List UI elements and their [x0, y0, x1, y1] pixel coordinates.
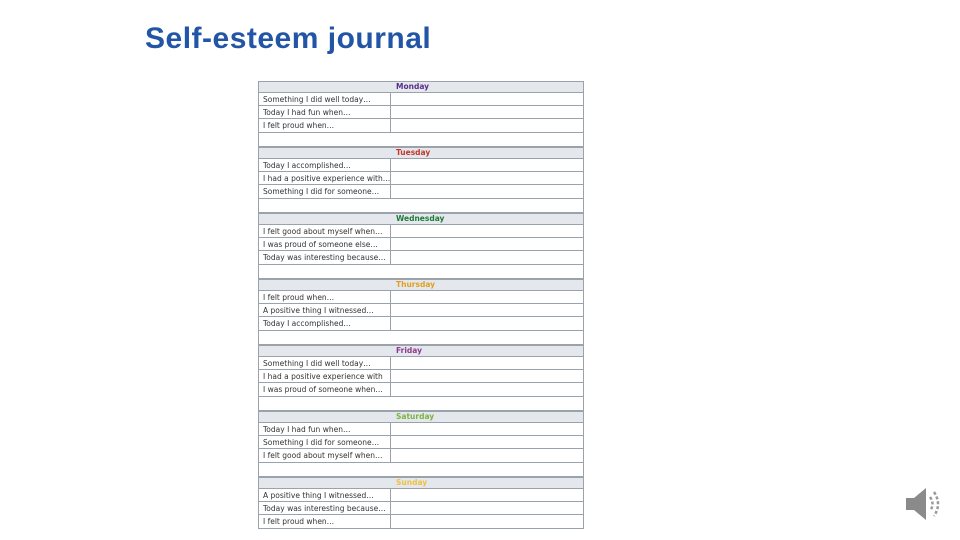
journal-row [259, 225, 583, 238]
answer-cell[interactable] [391, 185, 583, 198]
journal-row [259, 436, 583, 449]
journal-row [259, 106, 583, 119]
answer-cell[interactable] [391, 106, 583, 118]
prompt-text: I felt proud when… [259, 291, 391, 303]
answer-cell[interactable] [391, 317, 583, 330]
journal-row [259, 423, 583, 436]
journal-row [259, 383, 583, 397]
prompt-text: A positive thing I witnessed… [259, 489, 391, 501]
journal-row [259, 304, 583, 317]
journal-row [259, 515, 583, 529]
spacer-row [258, 331, 584, 345]
prompt-text: Something I did well today… [259, 93, 391, 105]
prompt-text: Something I did for someone… [259, 436, 391, 448]
day-block-friday [258, 345, 584, 411]
prompt-text: I was proud of someone else… [259, 238, 391, 250]
day-block-sunday [258, 477, 584, 529]
prompt-text: Today was interesting because… [259, 251, 391, 264]
day-header [258, 279, 584, 290]
journal-row [259, 317, 583, 331]
answer-cell[interactable] [391, 489, 583, 501]
day-name: Thursday [396, 280, 436, 289]
day-name: Saturday [396, 412, 435, 421]
prompt-text: Something I did well today… [259, 357, 391, 369]
answer-cell[interactable] [391, 119, 583, 132]
journal-row [259, 502, 583, 515]
day-header [258, 411, 584, 422]
journal-row [259, 185, 583, 199]
answer-cell[interactable] [391, 357, 583, 369]
prompt-text: Something I did for someone… [259, 185, 391, 198]
spacer-row [258, 463, 584, 477]
day-name: Monday [396, 82, 430, 91]
journal-row [259, 251, 583, 265]
day-header [258, 345, 584, 356]
journal-table [258, 81, 584, 529]
day-header [258, 477, 584, 488]
day-header [258, 213, 584, 224]
prompt-text: Today was interesting because… [259, 502, 391, 514]
answer-cell[interactable] [391, 436, 583, 448]
journal-row [259, 291, 583, 304]
spacer-row [258, 133, 584, 147]
prompt-text: I was proud of someone when… [259, 383, 391, 396]
prompt-text: Today I accomplished… [259, 317, 391, 330]
day-name: Wednesday [396, 214, 445, 223]
answer-cell[interactable] [391, 449, 583, 462]
day-block-tuesday [258, 147, 584, 213]
slide-title: Self-esteem journal [145, 22, 432, 55]
journal-row [259, 370, 583, 383]
journal-row [259, 449, 583, 463]
day-header [258, 81, 584, 92]
journal-row [259, 357, 583, 370]
day-name: Tuesday [396, 148, 431, 157]
prompt-text: I had a positive experience with [259, 370, 391, 382]
speaker-icon[interactable] [900, 482, 946, 526]
prompt-text: I felt good about myself when… [259, 449, 391, 462]
answer-cell[interactable] [391, 159, 583, 171]
prompt-text: I had a positive experience with… [259, 172, 391, 184]
journal-row [259, 159, 583, 172]
prompt-text: Today I had fun when… [259, 423, 391, 435]
answer-cell[interactable] [391, 238, 583, 250]
answer-cell[interactable] [391, 502, 583, 514]
day-name: Sunday [396, 478, 428, 487]
prompt-text: Today I accomplished… [259, 159, 391, 171]
answer-cell[interactable] [391, 383, 583, 396]
journal-row [259, 172, 583, 185]
answer-cell[interactable] [391, 172, 583, 184]
answer-cell[interactable] [391, 291, 583, 303]
spacer-row [258, 265, 584, 279]
journal-row [259, 489, 583, 502]
answer-cell[interactable] [391, 93, 583, 105]
prompt-text: I felt proud when… [259, 119, 391, 132]
spacer-row [258, 199, 584, 213]
prompt-text: I felt good about myself when… [259, 225, 391, 237]
day-name: Friday [396, 346, 423, 355]
journal-row [259, 93, 583, 106]
prompt-text: Today I had fun when… [259, 106, 391, 118]
answer-cell[interactable] [391, 251, 583, 264]
answer-cell[interactable] [391, 370, 583, 382]
answer-cell[interactable] [391, 515, 583, 528]
prompt-text: I felt proud when… [259, 515, 391, 528]
day-block-saturday [258, 411, 584, 477]
answer-cell[interactable] [391, 225, 583, 237]
journal-row [259, 119, 583, 133]
answer-cell[interactable] [391, 304, 583, 316]
journal-row [259, 238, 583, 251]
prompt-text: A positive thing I witnessed… [259, 304, 391, 316]
day-header [258, 147, 584, 158]
day-block-wednesday [258, 213, 584, 279]
day-block-thursday [258, 279, 584, 345]
answer-cell[interactable] [391, 423, 583, 435]
spacer-row [258, 397, 584, 411]
day-block-monday [258, 81, 584, 147]
